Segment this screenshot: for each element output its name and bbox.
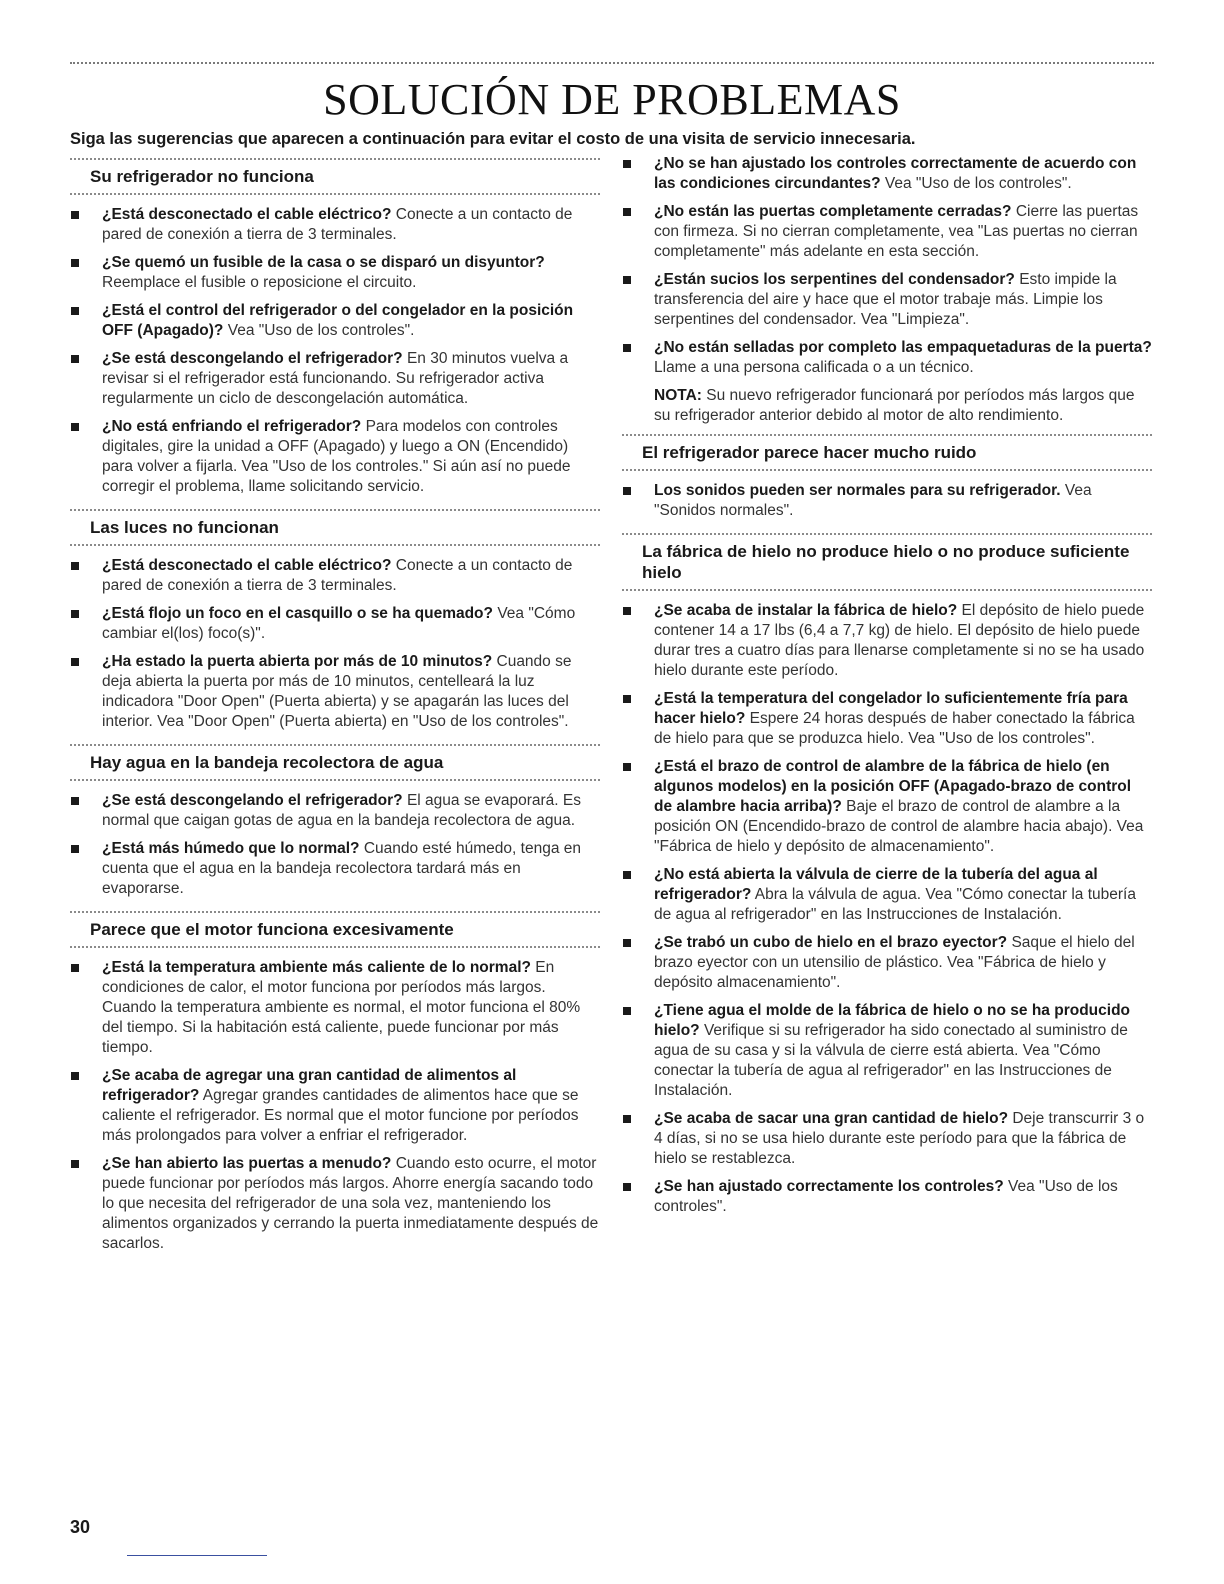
square-bullet-icon [623,763,631,771]
answer: Reemplace el fusible o reposicione el circuito. [102,274,417,291]
list-item [622,1001,1152,1101]
list-item [622,689,1152,749]
note [622,386,1152,426]
list-item [622,270,1152,330]
square-bullet-icon [71,307,79,315]
answer: Para modelos con controles digitales, gire la unidad a OFF (Apagado) y luego a ON (Encendido) para volver a fijarla. Vea "Uso de los controles." Si aún así no puede corregir el problema, llame solicitando servicio. [102,418,571,495]
question: ¿Se han abierto las puertas a menudo? [102,1155,392,1172]
note-text: Su nuevo refrigerador funcionará por períodos más largos que su refrigerador anterior debido al motor de alto rendimiento. [654,387,1135,424]
question: ¿Está flojo un foco en el casquillo o se ha quemado? [102,605,493,622]
square-bullet-icon [623,344,631,352]
square-bullet-icon [71,1160,79,1168]
list-item [622,338,1152,378]
question: ¿Está la temperatura ambiente más caliente de lo normal? [102,959,531,976]
answer: Verifique si su refrigerador ha sido conectado al suministro de agua de su casa y si la válvula de cierre está abierta. Vea "Cómo conectar la tubería de agua al refrigerador" en las Instrucciones de Instalación. [654,1022,1128,1099]
square-bullet-icon [623,208,631,216]
answer: Llame a una persona calificada o a un técnico. [654,359,974,376]
answer: El agua se evaporará. Es normal que caigan gotas de agua en la bandeja recolectora de agua. [102,792,581,829]
question: ¿Se está descongelando el refrigerador? [102,350,403,367]
intro-text: Siga las sugerencias que aparecen a continuación para evitar el costo de una visita de servicio innecesaria. [70,130,916,148]
question: ¿Está más húmedo que lo normal? [102,840,360,857]
item-list [70,556,600,732]
item-list-continued [622,154,1152,378]
list-item [70,417,600,497]
section-lights-not-working [70,509,600,732]
section-heading: Las luces no funcionan [70,509,600,546]
list-item [70,652,600,732]
answer: Esto impide la transferencia del aire y hace que el motor trabaje más. Limpie los serpentines del condensador. Vea "Limpieza". [654,271,1117,328]
list-item [622,933,1152,993]
square-bullet-icon [623,607,631,615]
section-motor-runs-excessively [70,911,600,1254]
square-bullet-icon [71,355,79,363]
item-list [70,791,600,899]
question: ¿No están selladas por completo las empaquetaduras de la puerta? [654,339,1152,356]
section-heading: Su refrigerador no funciona [70,158,600,195]
question: ¿Está desconectado el cable eléctrico? [102,557,392,574]
question: ¿Está desconectado el cable eléctrico? [102,206,392,223]
answer: Vea "Uso de los controles". [227,322,415,339]
answer: Abra la válvula de agua. Vea "Cómo conectar la tubería de agua al refrigerador" en las Instrucciones de Instalación. [654,886,1136,923]
note-label: NOTA: [654,387,702,404]
question: ¿Se quemó un fusible de la casa o se disparó un disyuntor? [102,254,545,271]
square-bullet-icon [71,423,79,431]
page-title: SOLUCIÓN DE PROBLEMAS [323,75,901,124]
square-bullet-icon [623,695,631,703]
list-item [622,1177,1152,1217]
question: ¿No está enfriando el refrigerador? [102,418,362,435]
answer: Cuando esto ocurre, el motor puede funcionar por períodos más largos. Ahorre energía sacando todo lo que necesita del refrigerador de una sola vez, manteniendo los alimentos organizados y cerrando la puerta inmediatamente después de sacarlos. [102,1155,599,1252]
list-item [70,1066,600,1146]
list-item [622,202,1152,262]
answer: Agregar grandes cantidades de alimentos hace que se caliente el refrigerador. Es normal que el motor funcione por períodos más prolongados para volver a enfriar el refrigerador. [102,1087,579,1144]
top-rule [70,62,1154,64]
list-item [622,865,1152,925]
list-item [70,604,600,644]
section-heading: Parece que el motor funciona excesivamente [70,911,600,948]
square-bullet-icon [623,487,631,495]
page-number: 30 [70,1517,91,1537]
list-item [622,154,1152,194]
question: ¿Están sucios los serpentines del condensador? [654,271,1015,288]
question: ¿No se han ajustado los controles correctamente de acuerdo con las condiciones circundantes? [654,155,1137,192]
list-item [70,301,600,341]
item-list [622,601,1152,1217]
answer: Baje el brazo de control de alambre a la posición ON (Encendido-brazo de control de alambre hacia abajo). Vea "Fábrica de hielo y depósito de almacenamiento". [654,798,1144,855]
list-item [70,253,600,293]
question: ¿Ha estado la puerta abierta por más de 10 minutos? [102,653,493,670]
list-item [70,1154,600,1254]
section-heading: La fábrica de hielo no produce hielo o no produce suficiente hielo [622,533,1152,591]
answer: Cuando se deja abierta la puerta por más de 10 minutos, centelleará la luz indicadora "Door Open" (Puerta abierta) y se apagarán las luces del interior. Vea "Door Open" (Puerta abierta) en "Uso de los controles". [102,653,572,730]
square-bullet-icon [623,1115,631,1123]
answer: Vea "Uso de los controles". [654,1178,1118,1215]
list-item [70,556,600,596]
question: ¿Se acaba de sacar una gran cantidad de hielo? [654,1110,1009,1127]
list-item [622,601,1152,681]
square-bullet-icon [71,211,79,219]
section-heading: El refrigerador parece hacer mucho ruido [622,434,1152,471]
answer: El depósito de hielo puede contener 14 a 17 lbs (6,4 a 7,7 kg) de hielo. El depósito de hielo puede durar tres a cuatro días para llenarse completamente si no se ha usado hielo durante este período. [654,602,1145,679]
answer: Vea "Sonidos normales". [654,482,1092,519]
square-bullet-icon [623,939,631,947]
question: ¿Está el brazo de control de alambre de la fábrica de hielo (en algunos modelos) en la posición OFF (Apagado-brazo de control de alambre hacia arriba)? [654,758,1132,815]
square-bullet-icon [71,964,79,972]
question: ¿Se está descongelando el refrigerador? [102,792,403,809]
square-bullet-icon [623,1183,631,1191]
right-column [622,154,1152,1229]
list-item [622,757,1152,857]
list-item [70,205,600,245]
question: ¿No está abierta la válvula de cierre de la tubería del agua al refrigerador? [654,866,1098,903]
section-heading: Hay agua en la bandeja recolectora de agua [70,744,600,781]
answer: En condiciones de calor, el motor funciona por períodos más largos. Cuando la temperatura ambiente es normal, el motor funciona el 80% del tiempo. Si la habitación está caliente, puede funcionar por más tiempo. [102,959,581,1056]
question: ¿Tiene agua el molde de la fábrica de hielo o no se ha producido hielo? [654,1002,1131,1039]
answer: Saque el hielo del brazo eyector con un utensilio de plástico. Vea "Fábrica de hielo y depósito almacenamiento". [654,934,1135,991]
square-bullet-icon [71,562,79,570]
question: ¿Está la temperatura del congelador lo suficientemente fría para hacer hielo? [654,690,1128,727]
answer: Espere 24 horas después de haber conectado la fábrica de hielo para que se produzca hielo. Vea "Uso de los controles". [654,710,1135,747]
section-ice-maker [622,533,1152,1217]
question: ¿Se acaba de instalar la fábrica de hielo? [654,602,958,619]
list-item [70,958,600,1058]
left-column [70,154,600,1266]
section-water-in-drip-pan [70,744,600,899]
square-bullet-icon [71,658,79,666]
square-bullet-icon [623,160,631,168]
list-item [622,481,1152,521]
answer: En 30 minutos vuelva a revisar si el refrigerador está funcionando. Su refrigerador activa regularmente un ciclo de descongelación automática. [102,350,569,407]
question: ¿Se trabó un cubo de hielo en el brazo eyector? [654,934,1008,951]
list-item [70,791,600,831]
square-bullet-icon [71,610,79,618]
list-item [70,839,600,899]
item-list [70,958,600,1254]
answer: Cierre las puertas con firmeza. Si no cierran completamente, vea "Las puertas no cierran completamente" más adelante en esta sección. [654,203,1139,260]
square-bullet-icon [71,259,79,267]
question: Los sonidos pueden ser normales para su refrigerador. [654,482,1061,499]
question: ¿No están las puertas completamente cerradas? [654,203,1012,220]
question: ¿Está el control del refrigerador o del congelador en la posición OFF (Apagado)? [102,302,574,339]
item-list [622,481,1152,521]
answer: Cuando esté húmedo, tenga en cuenta que el agua en la bandeja recolectora tardará más en evaporarse. [102,840,581,897]
section-refrigerator-noisy [622,434,1152,521]
square-bullet-icon [71,797,79,805]
section-refrigerator-not-working [70,158,600,497]
question: ¿Se acaba de agregar una gran cantidad de alimentos al refrigerador? [102,1067,517,1104]
square-bullet-icon [623,1007,631,1015]
item-list [70,205,600,497]
list-item [70,349,600,409]
answer: Deje transcurrir 3 o 4 días, si no se usa hielo durante este período para que la fábrica de hielo se restablezca. [654,1110,1145,1167]
square-bullet-icon [623,276,631,284]
answer: Conecte a un contacto de pared de conexión a tierra de 3 terminales. [102,206,573,243]
answer: Vea "Uso de los controles". [884,175,1072,192]
answer: Vea "Cómo cambiar el(los) foco(s)". [102,605,576,642]
square-bullet-icon [623,871,631,879]
list-item [622,1109,1152,1169]
answer: Conecte a un contacto de pared de conexión a tierra de 3 terminales. [102,557,573,594]
question: ¿Se han ajustado correctamente los controles? [654,1178,1004,1195]
square-bullet-icon [71,1072,79,1080]
bottom-rule [127,1555,267,1556]
square-bullet-icon [71,845,79,853]
